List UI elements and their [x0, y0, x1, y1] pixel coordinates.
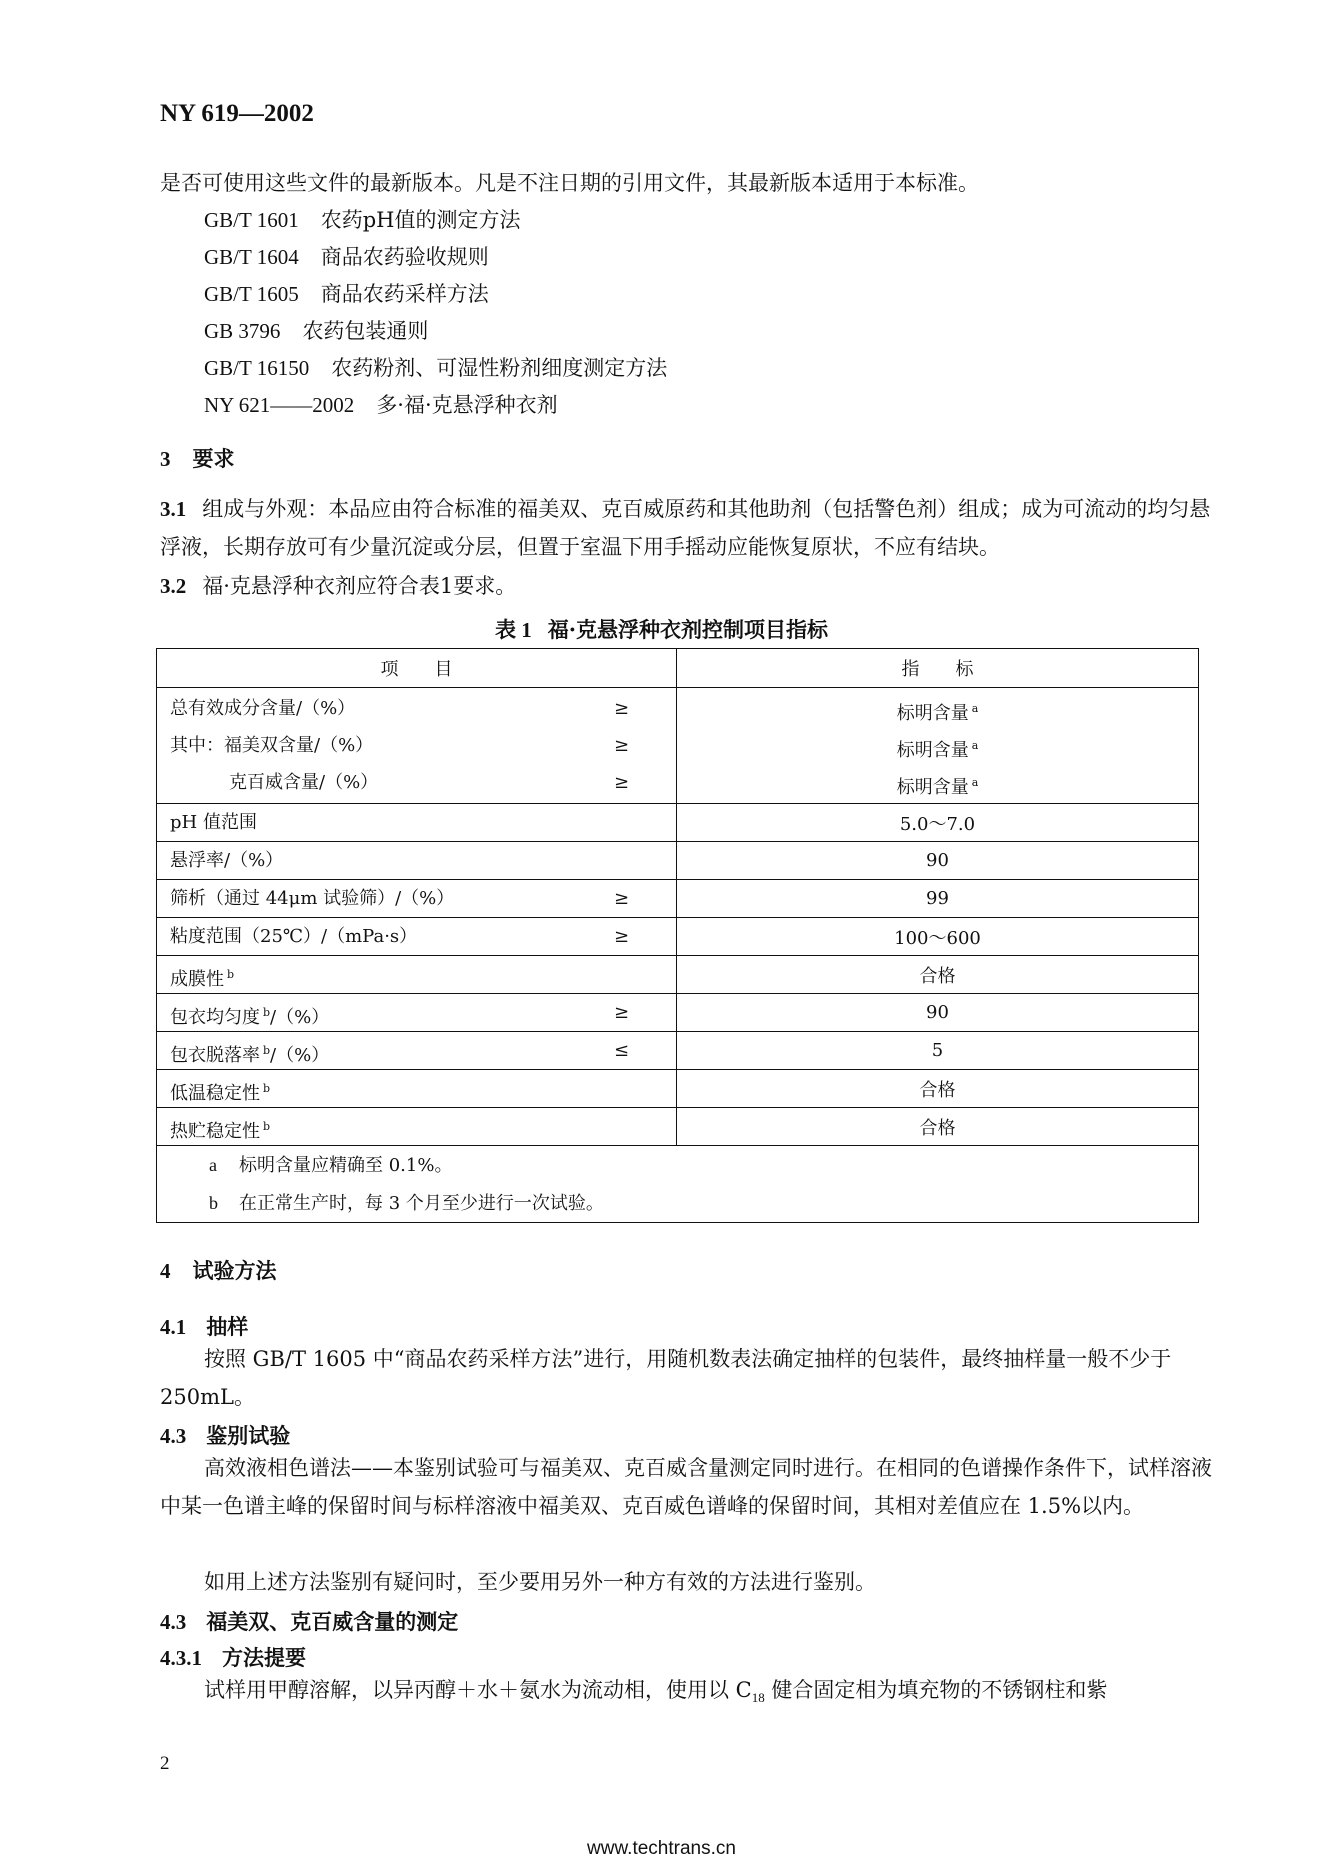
column-header-value: 指 标: [677, 649, 1199, 688]
reference-title: 农药pH值的测定方法: [320, 208, 521, 232]
reference-item: [204, 315, 428, 345]
table-row-label: 热贮稳定性 $^b$: [170, 1120, 271, 1142]
reference-code: GB/T 16150: [204, 356, 310, 380]
clause-number: 3.2: [160, 574, 187, 598]
clause-4-3-identification-text: 高效液相色谱法——本鉴别试验可与福美双、克百威含量测定同时进行。在相同的色谱操作条件下，试样溶液中某一色谱主峰的保留时间与标样溶液中福美双、克百威色谱峰的保留时间，其相对差值应在 1.5%以内。: [160, 1456, 1212, 1518]
table-row-label: 成膜性 $^b$: [170, 968, 235, 990]
reference-title: 商品农药验收规则: [320, 245, 489, 269]
reference-item: [204, 389, 558, 419]
table-row-label: 悬浮率/（%）: [170, 850, 284, 871]
clause-4-3-identification-note: 如用上述方法鉴别有疑问时，至少要用另外一种方有效的方法进行鉴别。: [204, 1570, 876, 1594]
footer-website: www.techtrans.cn: [587, 1838, 736, 1859]
reference-item: [204, 241, 489, 271]
table-value: 90: [677, 994, 1199, 1032]
comparison-operator: ≤: [614, 1040, 630, 1061]
reference-code: GB/T 1601: [204, 208, 299, 232]
footnote-mark: a: [971, 702, 979, 715]
reference-title: 农药包装通则: [302, 319, 429, 343]
table-row-label: 其中：福美双含量/（%） ≥: [157, 727, 676, 764]
group-value-cell: [677, 688, 1199, 804]
table-row: [157, 918, 1199, 956]
table-value: 标明含量 $^a$: [896, 776, 979, 798]
note-text: 标明含量应精确至 0.1%。: [239, 1155, 453, 1176]
table-value: 标明含量 $^a$: [896, 739, 979, 761]
footnote-mark: b: [263, 1082, 271, 1095]
intro-line: 是否可使用这些文件的最新版本。凡是不注日期的引用文件，其最新版本适用于本标准。: [160, 171, 979, 195]
clause-title: 抽样: [206, 1314, 249, 1339]
table-note: [157, 1184, 1198, 1222]
comparison-operator: ≥: [614, 772, 630, 793]
reference-code: NY 621——2002: [204, 393, 355, 417]
clause-number: 4.3: [160, 1610, 187, 1634]
table-row-label: 克百威含量/（%） ≥: [157, 764, 676, 801]
clause-number: 3.1: [160, 497, 187, 521]
comparison-operator: ≥: [614, 698, 630, 719]
table-row-label: 筛析（通过 44μm 试验筛）/（%）: [170, 888, 455, 909]
section-number: 3: [160, 447, 171, 471]
section-3-heading: [160, 443, 235, 473]
table-row: [157, 1108, 1199, 1146]
reference-code: GB/T 1605: [204, 282, 299, 306]
group-label-cell: [157, 688, 677, 804]
table-row: [157, 994, 1199, 1032]
table-row: [157, 842, 1199, 880]
spec-table: [156, 648, 1199, 1223]
clause-4-1-heading: [160, 1311, 248, 1341]
footnote-mark: b: [263, 1006, 271, 1019]
table-notes-row: [157, 1146, 1199, 1223]
footnote-mark: a: [971, 776, 979, 789]
table-row-label: 总有效成分含量/（%） ≥: [157, 690, 676, 727]
section-number: 4: [160, 1259, 171, 1283]
table-value: 合格: [677, 956, 1199, 994]
footnote-mark: a: [971, 739, 979, 752]
table-number: 表 1: [494, 618, 532, 642]
table-row-label: 包衣均匀度 $^b$/（%）: [170, 1006, 330, 1028]
table-value: 5: [677, 1032, 1199, 1070]
note-key: b: [209, 1193, 218, 1213]
clause-4-3-1-text: 试样用甲醇溶解，以异丙醇＋水＋氨水为流动相，使用以 $C_{18}$ 健合固定相为填充物的不锈钢柱和紫: [204, 1678, 1108, 1706]
comparison-operator: ≥: [614, 888, 630, 909]
table-value: 标明含量 $^a$: [896, 702, 979, 724]
clause-3-1: [160, 490, 1220, 566]
column-header-item: 项 目: [157, 649, 677, 688]
page-number: 2: [160, 1753, 170, 1774]
reference-title: 农药粉剂、可湿性粉剂细度测定方法: [331, 356, 668, 380]
document-header-id: NY 619—2002: [160, 100, 314, 127]
comparison-operator: ≥: [614, 926, 630, 947]
clause-text: 组成与外观：本品应由符合标准的福美双、克百威原药和其他助剂（包括警色剂）组成；成为可流动的均匀悬浮液，长期存放可有少量沉淀或分层，但置于室温下用手摇动应能恢复原状，不应有结块。: [160, 497, 1211, 559]
clause-3-2: [160, 567, 1220, 605]
footnote-mark: b: [263, 1120, 271, 1133]
table-row-label: pH 值范围: [170, 812, 257, 833]
reference-item: [204, 278, 489, 308]
comparison-operator: ≥: [614, 1002, 630, 1023]
clause-4-3-content-heading: [160, 1606, 458, 1636]
table-row: [157, 956, 1199, 994]
table-row-label: 粘度范围（25℃）/（mPa·s）: [170, 926, 418, 947]
reference-item: [204, 352, 667, 382]
clause-4-3-1-heading: [160, 1642, 306, 1672]
section-title: 要求: [192, 446, 235, 471]
table-row: [157, 804, 1199, 842]
clause-title: 方法提要: [222, 1645, 306, 1670]
clause-4-1-text: 按照 GB/T 1605 中“商品农药采样方法”进行，用随机数表法确定抽样的包装件，最终抽样量一般不少于 250mL。: [160, 1347, 1172, 1409]
table-row: [157, 880, 1199, 918]
table-value: 5.0～7.0: [677, 804, 1199, 842]
table-row-label: 低温稳定性 $^b$: [170, 1082, 271, 1104]
reference-code: GB 3796: [204, 319, 281, 343]
table-value: 合格: [677, 1108, 1199, 1146]
table-note: [157, 1146, 1198, 1184]
comparison-operator: ≥: [614, 735, 630, 756]
footnote-mark: b: [227, 968, 235, 981]
clause-4-3-identification-heading: [160, 1420, 290, 1450]
subscript: 18: [751, 1690, 765, 1706]
table-row-label: 包衣脱落率 $^b$/（%）: [170, 1044, 330, 1066]
table-notes: [157, 1146, 1199, 1223]
table-value: 99: [677, 880, 1199, 918]
table-row: [157, 1070, 1199, 1108]
table-value: 90: [677, 842, 1199, 880]
table-value: 100～600: [677, 918, 1199, 956]
table-row: [157, 1032, 1199, 1070]
note-text: 在正常生产时，每 3 个月至少进行一次试验。: [239, 1193, 604, 1214]
reference-title: 商品农药采样方法: [320, 282, 489, 306]
note-key: a: [209, 1155, 217, 1175]
reference-item: [204, 204, 520, 234]
clause-number: 4.3.1: [160, 1646, 202, 1670]
section-4-heading: [160, 1255, 277, 1285]
clause-title: 福美双、克百威含量的测定: [206, 1609, 459, 1634]
table-title: 福·克悬浮种衣剂控制项目指标: [547, 617, 829, 642]
reference-code: GB/T 1604: [204, 245, 299, 269]
clause-title: 鉴别试验: [206, 1423, 291, 1448]
table-row-group-active-content: [157, 688, 1199, 804]
footnote-mark: b: [263, 1044, 271, 1057]
table-caption: [0, 614, 1323, 644]
section-title: 试验方法: [192, 1258, 277, 1283]
clause-number: 4.3: [160, 1424, 187, 1448]
table-value: 合格: [677, 1070, 1199, 1108]
table-header-row: [157, 649, 1199, 688]
clause-text: 福·克悬浮种衣剂应符合表1要求。: [202, 574, 517, 598]
reference-title: 多·福·克悬浮种衣剂: [376, 393, 558, 417]
clause-number: 4.1: [160, 1315, 187, 1339]
